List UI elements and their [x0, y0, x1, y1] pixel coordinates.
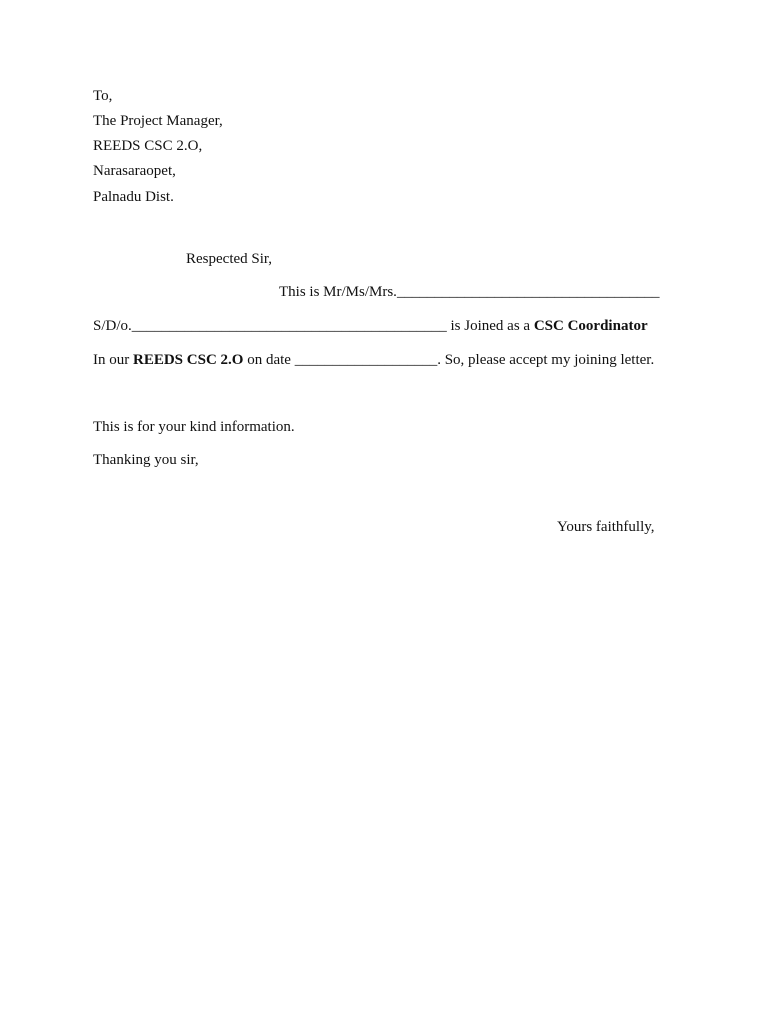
- address-town: Narasaraopet,: [93, 163, 176, 179]
- address-district: Palnadu Dist.: [93, 189, 174, 205]
- thanks-line: Thanking you sir,: [93, 452, 199, 468]
- guardian-blank: __________________________________________: [131, 318, 447, 334]
- in-our-text: In our: [93, 352, 133, 368]
- org-name: REEDS CSC 2.O: [133, 352, 244, 368]
- intro-prefix: This is Mr/Ms/Mrs.: [279, 284, 397, 300]
- sign-off: Yours faithfully,: [557, 519, 655, 535]
- address-recipient: The Project Manager,: [93, 113, 223, 129]
- address-organization: REEDS CSC 2.O,: [93, 138, 203, 154]
- date-blank: ___________________: [294, 352, 438, 368]
- info-line: This is for your kind information.: [93, 419, 295, 435]
- name-blank: ___________________________________: [396, 284, 660, 300]
- salutation: Respected Sir,: [186, 251, 273, 267]
- address-to: To,: [93, 88, 113, 104]
- on-date-text: on date: [243, 352, 295, 368]
- joining-line: [93, 351, 654, 369]
- role-name: CSC Coordinator: [533, 318, 648, 334]
- relation-line: [93, 317, 648, 335]
- intro-line: [279, 283, 659, 301]
- joined-text: is Joined as a: [446, 318, 534, 334]
- relation-prefix: S/D/o.: [93, 318, 132, 334]
- accept-text: . So, please accept my joining letter.: [437, 352, 655, 368]
